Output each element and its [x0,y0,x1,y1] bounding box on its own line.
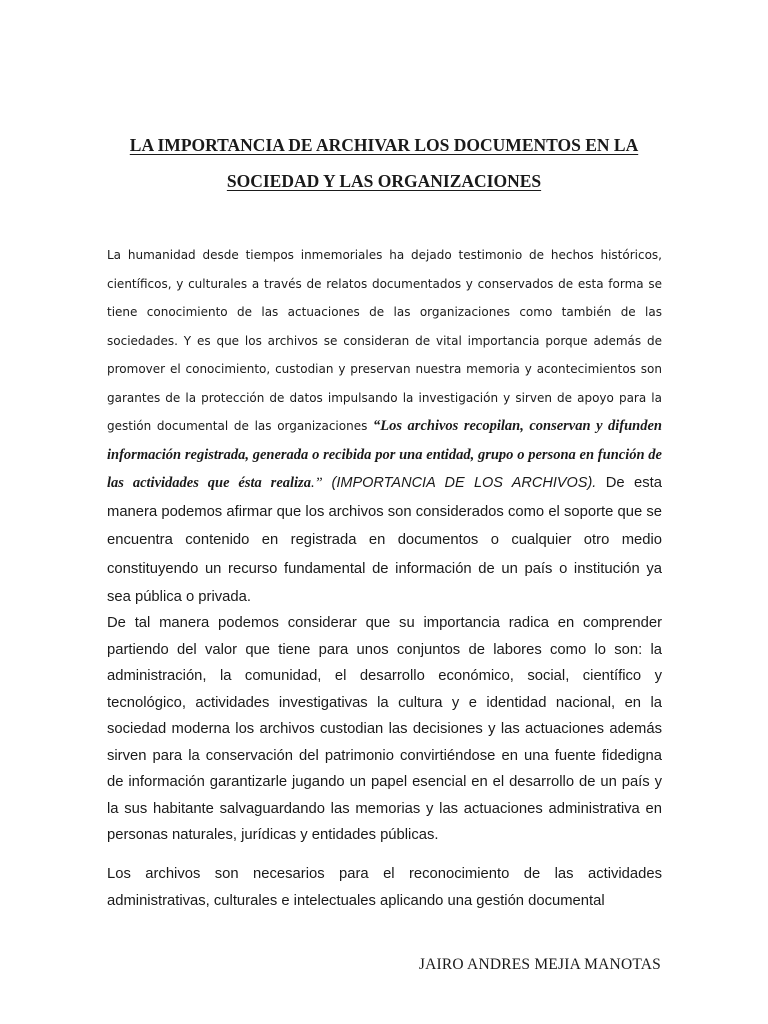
paragraph-1-quote: “Los archivos recopilan, conservan y difunden información registrada, generada o recibida por una entidad, grupo o persona en función de las actividades que ésta realiza [107,418,662,491]
author-footer: JAIRO ANDRES MEJIA MANOTAS [418,956,661,973]
paragraph-1-continuation: De esta manera podemos afirmar que los archivos son considerados como el soporte que se encuentra contenido en registrada en documentos o cualquier otro medio constituyendo un recurso fundamental de información de un país o institución ya sea pública o privada. [107,475,662,605]
title-line-2: SOCIEDAD Y LAS ORGANIZACIONES [226,171,542,191]
paragraph-2: De tal manera podemos considerar que su importancia radica en comprender partiendo del valor que tiene para unos conjuntos de labores como lo son: la administración, la comunidad, el desarrollo económico, social, científico y tecnológico, actividades investigativas la cultura y e identidad nacional, en la sociedad moderna los archivos custodian las decisiones y las actuaciones además sirven para la conservación del patrimonio convirtiéndose en una fuente fidedigna de información garantizarle jugando un papel esencial en el desarrollo de un país y la sus habitante salvaguardando las memorias y las actuaciones administrativa en personas naturales, jurídicas y entidades públicas. [107,615,662,843]
document-title [100,127,668,199]
paragraph-1-citation: (IMPORTANCIA DE LOS ARCHIVOS). [331,475,597,491]
paragraph-1 [107,241,662,612]
paragraph-1-intro: La humanidad desde tiempos inmemoriales ha dejado testimonio de hechos históricos, científicos, y culturales a través de relatos documentados y conservados de esta forma se tiene conocimiento de las actuaciones de las organizaciones como también de las sociedades. Y es que los archivos se consideran de vital importancia porque además de promover el conocimiento, custodian y preservan nuestra memoria y acontecimientos son garantes de la protección de datos impulsando la investigación y sirven de apoyo para la gestión documental de las organizaciones [107,248,662,433]
paragraph-3: Los archivos son necesarios para el reconocimiento de las actividades administrativas, culturales e intelectuales aplicando una gestión documental [107,866,662,909]
title-line-1: LA IMPORTANCIA DE ARCHIVAR LOS DOCUMENTOS EN LA [129,135,639,155]
paragraph-1-quote-end: .” [310,475,332,491]
